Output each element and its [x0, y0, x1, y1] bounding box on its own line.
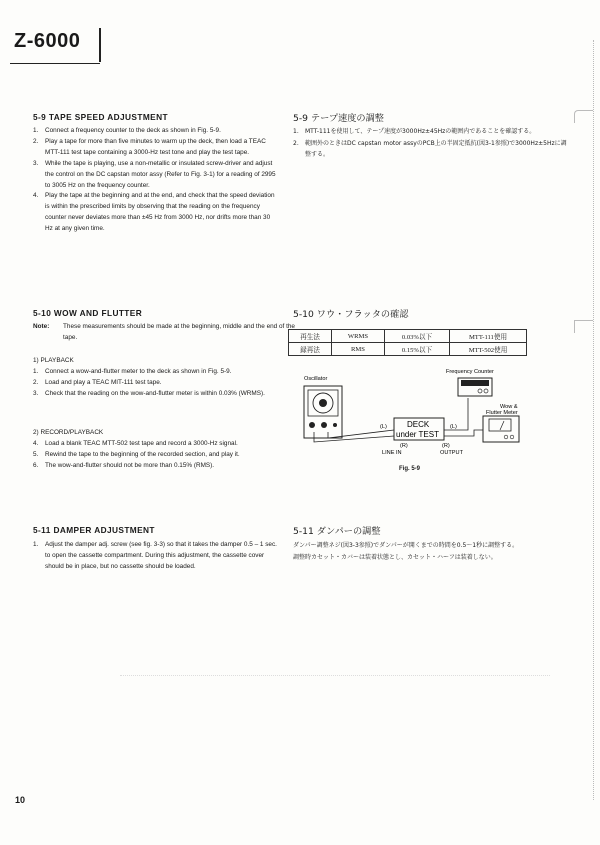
list-item — [293, 126, 571, 138]
step-text: Connect a wow-and-flutter meter to the deck as shown in Fig. 5-9. — [45, 368, 232, 375]
step-number: 1. — [293, 128, 299, 135]
step-text: While the tape is playing, use a non-metallic or insulated screw-driver and adjust the control on the DC capstan motor assy (Refer to Fig. 3-1) for a reading of 2995 to 3005 Hz on the frequency counter. — [45, 159, 276, 189]
record-playback-heading: 2) RECORD/PLAYBACK — [33, 429, 104, 436]
table-cell: RMS — [332, 343, 385, 356]
figure-caption: Fig. 5-9 — [399, 466, 421, 472]
scan-edge-mark — [574, 320, 593, 333]
list-item — [293, 138, 571, 161]
section-5-11-text-jp — [293, 540, 571, 563]
playback-heading: 1) PLAYBACK — [33, 357, 74, 364]
section-5-9-heading: 5-9 TAPE SPEED ADJUSTMENT — [33, 112, 168, 122]
frequency-counter-label: Frequency Counter — [446, 369, 494, 375]
step-text: Check that the reading on the wow-and-flutter meter is within 0.03% (WRMS). — [45, 389, 265, 397]
oscillator-unit — [304, 386, 342, 438]
step-text: 範囲外のときはDC capstan motor assyのPCB上の半固定抵抗(図3-1参照)で3000Hz±5Hzに調整する。 — [305, 139, 567, 158]
table-row — [289, 343, 527, 356]
model-title: Z-6000 — [14, 30, 81, 52]
table-cell: 再生法 — [289, 330, 332, 343]
wow-meter-label-line2: Flutter Meter — [486, 410, 518, 416]
left-in-label: (L) — [380, 424, 387, 430]
list-item — [33, 367, 279, 378]
connection-diagram — [290, 362, 540, 470]
scan-edge-mark — [593, 40, 594, 800]
table-cell: 0.03%以下 — [385, 330, 450, 343]
step-number: 4. — [33, 192, 39, 200]
step-number: 1. — [33, 368, 39, 375]
deck-label-line1: DECK — [407, 420, 430, 429]
section-5-10-heading-jp: 5-10 ワウ・フラッタの確認 — [293, 309, 409, 320]
wow-flutter-table — [288, 329, 527, 356]
oscillator-label: Oscillator — [304, 376, 328, 382]
jp-paragraph: 調整時カセット・カバーは装着状態とし、カセット・ハーフは装着しない。 — [293, 553, 497, 561]
header-rule-horizontal — [10, 63, 100, 64]
step-number: 6. — [33, 461, 39, 469]
step-number: 5. — [33, 450, 39, 458]
step-number: 3. — [33, 389, 39, 397]
table-cell: 0.15%以下 — [385, 343, 450, 356]
right-out-label: (R) — [442, 443, 450, 449]
list-item — [33, 159, 279, 192]
page-number: 10 — [15, 795, 26, 805]
list-item — [33, 126, 279, 137]
list-item — [33, 137, 279, 159]
step-number: 2. — [33, 378, 39, 386]
step-text: Adjust the damper adj. screw (see fig. 3-3) so that it takes the damper 0.5 – 1 sec. to open the cassette compartment. During this adjustment, the cassette cover should be in place, but no cassette should be loaded. — [45, 541, 277, 570]
record-playback-steps — [33, 439, 279, 472]
step-text: The wow-and-flutter should not be more than 0.15% (RMS). — [45, 461, 215, 469]
step-number: 4. — [33, 440, 39, 447]
table-cell: MTT-111使用 — [450, 330, 527, 343]
step-text: Load and play a TEAC MIT-111 test tape. — [45, 378, 162, 386]
list-item — [33, 439, 279, 450]
table-cell: 録再法 — [289, 343, 332, 356]
list-item — [33, 540, 279, 573]
list-item — [33, 461, 279, 472]
step-text: Rewind the tape to the beginning of the recorded section, and play it. — [45, 450, 240, 458]
note-label: Note: — [33, 323, 50, 330]
list-item — [33, 191, 279, 235]
step-number: 2. — [33, 137, 39, 145]
table-row — [289, 330, 527, 343]
scan-edge-mark — [574, 110, 593, 123]
wow-meter-label-line1: Wow & — [500, 404, 518, 410]
playback-steps — [33, 367, 279, 400]
note-text: These measurements should be made at the beginning, middle and the end of the tape. — [63, 323, 295, 341]
line-in-label: LINE IN — [382, 450, 402, 456]
table-cell: WRMS — [332, 330, 385, 343]
jp-paragraph: ダンパー調整ネジ(図3-3参照)でダンパーが開くまでの時間を0.5～1秒に調整する。 — [293, 542, 519, 549]
section-5-9-heading-jp: 5-9 テープ速度の調整 — [293, 113, 384, 124]
step-number: 1. — [33, 541, 39, 548]
step-text: MTT-111を使用して、テープ速度が3000Hz±45Hzの範囲内であることを確認する。 — [305, 128, 536, 135]
list-item — [33, 450, 279, 461]
step-number: 2. — [293, 139, 299, 147]
step-number: 3. — [33, 159, 39, 167]
section-5-11-heading-jp: 5-11 ダンパーの調整 — [293, 526, 381, 537]
scan-edge-mark — [120, 675, 550, 676]
section-5-9-steps — [33, 126, 279, 235]
list-item — [33, 378, 279, 389]
output-label: OUTPUT — [440, 450, 463, 456]
step-text: Play a tape for more than five minutes to warm up the deck, then load a TEAC MTT-111 test tape containing a 3000-Hz test tone and play the test tape. — [45, 137, 266, 156]
right-in-label: (R) — [400, 443, 408, 449]
left-out-label: (L) — [450, 424, 457, 430]
step-text: Load a blank TEAC MTT-502 test tape and record a 3000-Hz signal. — [45, 440, 238, 447]
deck-label-line2: under TEST — [396, 430, 439, 439]
header-rule-vertical — [99, 28, 101, 62]
list-item — [33, 389, 279, 400]
step-number: 1. — [33, 127, 39, 134]
section-5-11-steps — [33, 540, 279, 573]
section-5-9-steps-jp — [293, 126, 571, 161]
step-text: Play the tape at the beginning and at the end, and check that the speed deviation is within the prescribed limits by observing that the reading on the frequency counter never deviates more than ±45 Hz from 3000 Hz, nor drifts more than 30 Hz at any given time. — [45, 192, 275, 233]
section-5-11-heading: 5-11 DAMPER ADJUSTMENT — [33, 525, 155, 535]
table-cell: MTT-502使用 — [450, 343, 527, 356]
section-5-10-heading: 5-10 WOW AND FLUTTER — [33, 308, 143, 318]
step-text: Connect a frequency counter to the deck as shown in Fig. 5-9. — [45, 127, 221, 134]
section-5-10-note — [33, 322, 309, 344]
